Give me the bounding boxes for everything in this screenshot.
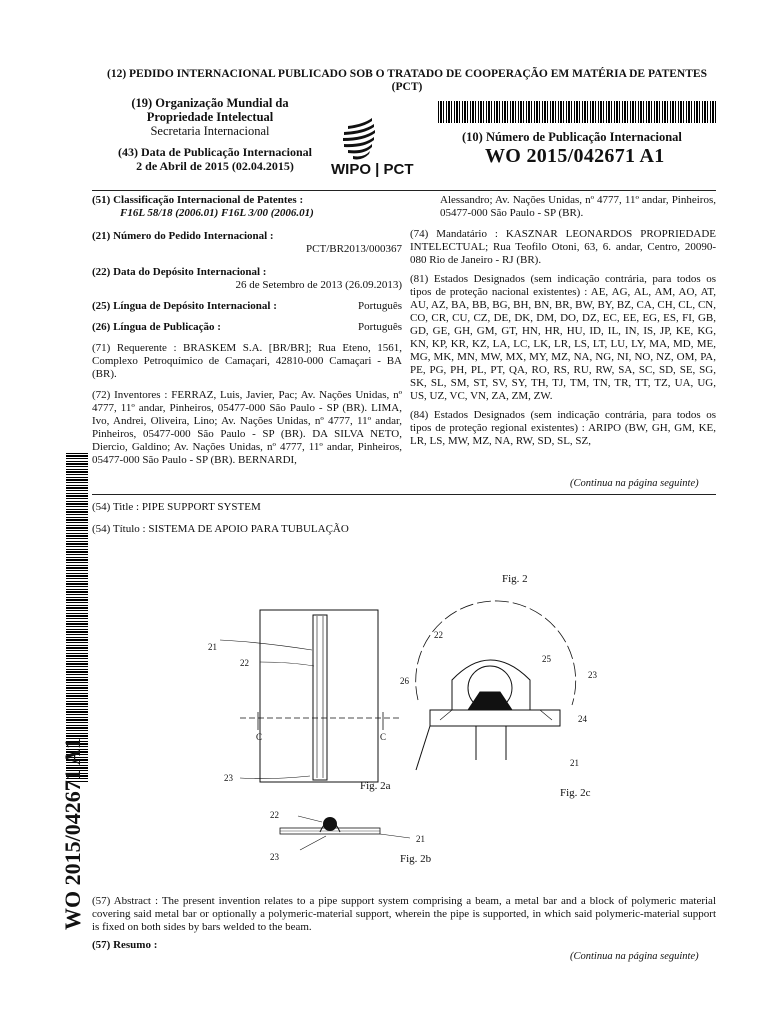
field-26: [92, 321, 402, 334]
fig2b-label-23: 23: [270, 852, 279, 862]
pub-number: WO 2015/042671 A1: [485, 145, 665, 167]
field-22-value: 26 de Setembro de 2013 (26.09.2013): [235, 279, 402, 291]
field-51: [92, 194, 402, 220]
fig2b-label: Fig. 2b: [400, 853, 432, 865]
field-81: (81) Estados Designados (sem indicação contrária, para todos os tipos de proteção nacional existentes) : AE, AG, AL, AM, AO, AT, AU, AZ, BA, BB, BG, BH, BN, BR, BW, BY, BZ, CA, CH, CL, CN, CO, CR, CU, CZ, DE, DK, DM, DO, DZ, EC, EE, EG, ES, FI, GB, GD, GE, GH, GM, GT, HN, HR, HU, ID, IL, IN, IS, JP, KE, KG, KN, KP, KR, KZ, LA, LC, LK, LR, LS, LT, LU, LY, MA, MD, ME, MG, MK, MN, MW, MX, MY, MZ, NA, NG, NI, NO, NZ, OM, PA, PE, PG, PH, PL, PT, QA, RO, RS, RU, RW, SA, SC, SD, SE, SG, SK, SL, SM, ST, SV, SY, TH, TJ, TM, TN, TR, TT, TZ, UA, UG, US, UZ, VC, VN, ZA, ZM, ZW.: [410, 273, 716, 402]
pct-title: (12) PEDIDO INTERNACIONAL PUBLICADO SOB O TRATADO DE COOPERAÇÃO EM MATÉRIA DE PATENTES: [107, 68, 707, 80]
fig2c-drawing: [416, 601, 576, 770]
abstract-text: (57) Abstract : The present invention relates to a pipe support system comprising a beam, a metal bar and a block of polymeric material covering said metal bar or optionally a polymeric-material support, wherein the pipe is supported, in which said polymeric-material support is fixed on both sides by bars welded to the beam.: [92, 895, 716, 933]
field-26-value: Português: [358, 321, 402, 333]
field-22-label: (22) Data do Depósito Internacional :: [92, 266, 267, 278]
abstract-section: [92, 895, 716, 952]
section-divider: [92, 494, 716, 495]
fig2b-label-22: 22: [270, 810, 279, 820]
title-en: (54) Title : PIPE SUPPORT SYSTEM: [92, 501, 261, 513]
field-71: (71) Requerente : BRASKEM S.A. [BR/BR]; Rua Eteno, 1561, Complexo Petroquímico de Camaçari, 42810-000 Camaçari - BA (BR).: [92, 342, 402, 380]
field-25: [92, 300, 402, 313]
fig2c-label-26: 26: [400, 676, 409, 686]
fig2a-label-21: 21: [208, 642, 217, 652]
side-barcode: [66, 453, 88, 783]
field-21: [92, 230, 402, 256]
fig2a-drawing: [220, 610, 402, 782]
continued-note-bottom: (Continua na página seguinte): [570, 951, 699, 962]
fig2c-label: Fig. 2c: [560, 787, 591, 799]
pct-abbrev: (PCT): [391, 81, 423, 93]
wipo-logo: [328, 100, 438, 180]
side-publication-number: WO 2015/042671 A1: [60, 738, 85, 930]
field-21-label: (21) Número do Pedido Internacional :: [92, 230, 274, 242]
org-line-3: Secretaria Internacional: [150, 124, 270, 138]
publication-date: [100, 145, 330, 173]
field-84: (84) Estados Designados (sem indicação contrária, para todos os tipos de proteção regional existentes) : ARIPO (BW, GH, GM, KE, LR, LS, MW, MZ, NA, RW, SD, SL, SZ,: [410, 409, 716, 447]
fig2a-label-23: 23: [224, 773, 233, 783]
pub-date-label: (43) Data de Publicação Internacional: [118, 145, 312, 159]
left-column: [92, 194, 402, 467]
patent-figures: [180, 570, 640, 890]
right-column: [410, 194, 716, 448]
header-divider: [92, 190, 716, 191]
field-21-value: PCT/BR2013/000367: [306, 243, 402, 255]
inventor-continued: Alessandro; Av. Nações Unidas, nº 4777, 11º andar, Pinheiros, 05477-000 São Paulo - SP (BR).: [440, 194, 716, 219]
pct-header: [92, 68, 722, 94]
title-pt: (54) Título : SISTEMA DE APOIO PARA TUBULAÇÃO: [92, 523, 349, 535]
pub-number-label: (10) Número de Publicação Internacional: [462, 130, 682, 144]
fig2a-label-c-right: C: [380, 732, 387, 742]
fig2c-label-21: 21: [570, 758, 579, 768]
field-26-label: (26) Língua de Publicação :: [92, 321, 221, 333]
fig2c-label-24: 24: [578, 714, 587, 724]
org-line-2: Propriedade Intelectual: [146, 110, 274, 124]
continued-note-top: (Continua na página seguinte): [570, 478, 699, 489]
field-72: (72) Inventores : FERRAZ, Luis, Javier, Pac; Av. Nações Unidas, nº 4777, 11º andar, Pinheiros, 05477-000 São Paulo - SP (BR). LIMA, Ivo, Andrei, Oliveira, Lino; Av. Nações Unidas, nº 4777, 11º andar, Pinheiros, 05477-000 São Paulo - SP (BR). DA SILVA NETO, Diercio, Galdino; Av. Nações Unidas, nº 4777, 11º andar, Pinheiros, 05477-000 São Paulo - SP (BR). BERNARDI,: [92, 389, 402, 466]
resumo-label: (57) Resumo :: [92, 939, 158, 951]
titles: [92, 500, 349, 536]
field-51-value: F16L 58/18 (2006.01) F16L 3/00 (2006.01): [120, 207, 314, 219]
field-25-label: (25) Língua de Depósito Internacional :: [92, 300, 277, 312]
fig2c-label-22: 22: [434, 630, 443, 640]
pub-date-value: 2 de Abril de 2015 (02.04.2015): [136, 159, 294, 173]
fig2c-label-25: 25: [542, 654, 551, 664]
field-25-value: Português: [358, 300, 402, 312]
fig2b-label-21: 21: [416, 834, 425, 844]
fig2a-label-22: 22: [240, 658, 249, 668]
wipo-organization: [110, 96, 310, 138]
fig2a-label-c-left: C: [256, 732, 263, 742]
org-line-1: (19) Organização Mundial da: [131, 96, 289, 110]
wipo-logo-text: WIPO | PCT: [331, 161, 414, 178]
fig2-label: Fig. 2: [502, 573, 528, 585]
field-22: [92, 266, 402, 292]
publication-barcode: [438, 101, 718, 123]
fig2b-drawing: [280, 816, 410, 850]
fig2a-label: Fig. 2a: [360, 780, 391, 792]
field-51-label: (51) Classificação Internacional de Patentes :: [92, 194, 304, 206]
wipo-globe-icon: [343, 118, 375, 159]
field-74: (74) Mandatário : KASZNAR LEONARDOS PROPRIEDADE INTELECTUAL; Rua Teofilo Otoni, 63, 6. andar, Centro, 20090-080 Rio de Janeiro - RJ (BR).: [410, 228, 716, 266]
fig2c-label-23: 23: [588, 670, 597, 680]
